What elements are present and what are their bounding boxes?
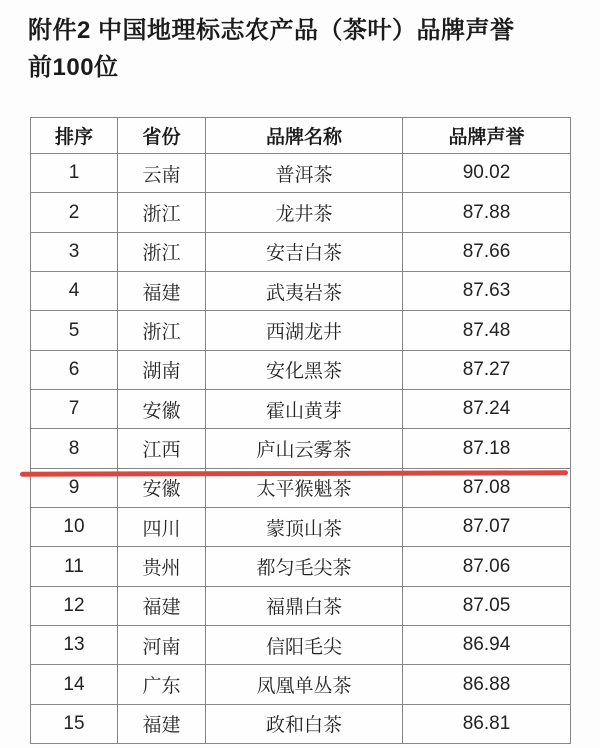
title-line-1: 附件2 中国地理标志农产品（茶叶）品牌声誉 (28, 17, 515, 44)
table-row (31, 350, 571, 389)
cell-score: 87.24 (403, 390, 571, 429)
cell-brand: 武夷岩茶 (206, 272, 403, 311)
cell-province: 湖南 (118, 350, 206, 389)
cell-brand: 都匀毛尖茶 (206, 547, 403, 586)
table-row (31, 232, 571, 271)
document-title (28, 12, 584, 86)
cell-province: 浙江 (118, 311, 206, 350)
cell-rank: 7 (31, 390, 118, 429)
cell-province: 云南 (118, 154, 206, 193)
brand-reputation-table (30, 117, 571, 744)
cell-rank: 9 (31, 468, 118, 507)
cell-score: 86.88 (403, 665, 571, 704)
table-row (31, 429, 571, 468)
table-row (31, 626, 571, 665)
cell-rank: 3 (31, 232, 118, 271)
cell-rank: 2 (31, 193, 118, 232)
table-row (31, 272, 571, 311)
table-row (31, 311, 571, 350)
cell-rank: 12 (31, 586, 118, 625)
cell-score: 90.02 (403, 154, 571, 193)
table-header-row (31, 118, 571, 154)
cell-brand: 凤凰单丛茶 (206, 665, 403, 704)
cell-province: 福建 (118, 704, 206, 743)
cell-score: 87.66 (403, 232, 571, 271)
cell-province: 贵州 (118, 547, 206, 586)
cell-brand: 信阳毛尖 (206, 626, 403, 665)
cell-province: 安徽 (118, 468, 206, 507)
cell-rank: 13 (31, 626, 118, 665)
table-row (31, 154, 571, 193)
column-header-province: 省份 (118, 118, 206, 154)
table-row (31, 193, 571, 232)
table-row (31, 508, 571, 547)
column-header-rank: 排序 (31, 118, 118, 154)
title-line-2: 前100位 (28, 54, 119, 81)
cell-brand: 普洱茶 (206, 154, 403, 193)
table-row (31, 547, 571, 586)
cell-brand: 霍山黄芽 (206, 390, 403, 429)
cell-rank: 15 (31, 704, 118, 743)
cell-rank: 10 (31, 508, 118, 547)
cell-rank: 1 (31, 154, 118, 193)
cell-province: 浙江 (118, 193, 206, 232)
cell-rank: 8 (31, 429, 118, 468)
table-row (31, 390, 571, 429)
cell-brand: 安化黑茶 (206, 350, 403, 389)
cell-province: 江西 (118, 429, 206, 468)
cell-province: 广东 (118, 665, 206, 704)
cell-rank: 5 (31, 311, 118, 350)
table-body (31, 154, 571, 744)
cell-score: 87.06 (403, 547, 571, 586)
cell-province: 福建 (118, 586, 206, 625)
cell-score: 87.63 (403, 272, 571, 311)
cell-brand: 安吉白茶 (206, 232, 403, 271)
cell-score: 87.27 (403, 350, 571, 389)
cell-province: 河南 (118, 626, 206, 665)
cell-rank: 4 (31, 272, 118, 311)
cell-score: 87.05 (403, 586, 571, 625)
table-row (31, 586, 571, 625)
cell-province: 四川 (118, 508, 206, 547)
cell-brand: 福鼎白茶 (206, 586, 403, 625)
cell-province: 福建 (118, 272, 206, 311)
cell-rank: 14 (31, 665, 118, 704)
table-row (31, 665, 571, 704)
cell-brand: 龙井茶 (206, 193, 403, 232)
cell-brand: 庐山云雾茶 (206, 429, 403, 468)
cell-rank: 6 (31, 350, 118, 389)
cell-province: 浙江 (118, 232, 206, 271)
cell-score: 86.81 (403, 704, 571, 743)
cell-score: 87.88 (403, 193, 571, 232)
column-header-score: 品牌声誉 (403, 118, 571, 154)
table-row (31, 704, 571, 743)
cell-score: 86.94 (403, 626, 571, 665)
cell-score: 87.08 (403, 468, 571, 507)
cell-score: 87.48 (403, 311, 571, 350)
cell-brand: 太平猴魁茶 (206, 468, 403, 507)
cell-score: 87.07 (403, 508, 571, 547)
cell-province: 安徽 (118, 390, 206, 429)
column-header-brand: 品牌名称 (206, 118, 403, 154)
cell-brand: 西湖龙井 (206, 311, 403, 350)
cell-score: 87.18 (403, 429, 571, 468)
cell-brand: 政和白茶 (206, 704, 403, 743)
cell-brand: 蒙顶山茶 (206, 508, 403, 547)
cell-rank: 11 (31, 547, 118, 586)
